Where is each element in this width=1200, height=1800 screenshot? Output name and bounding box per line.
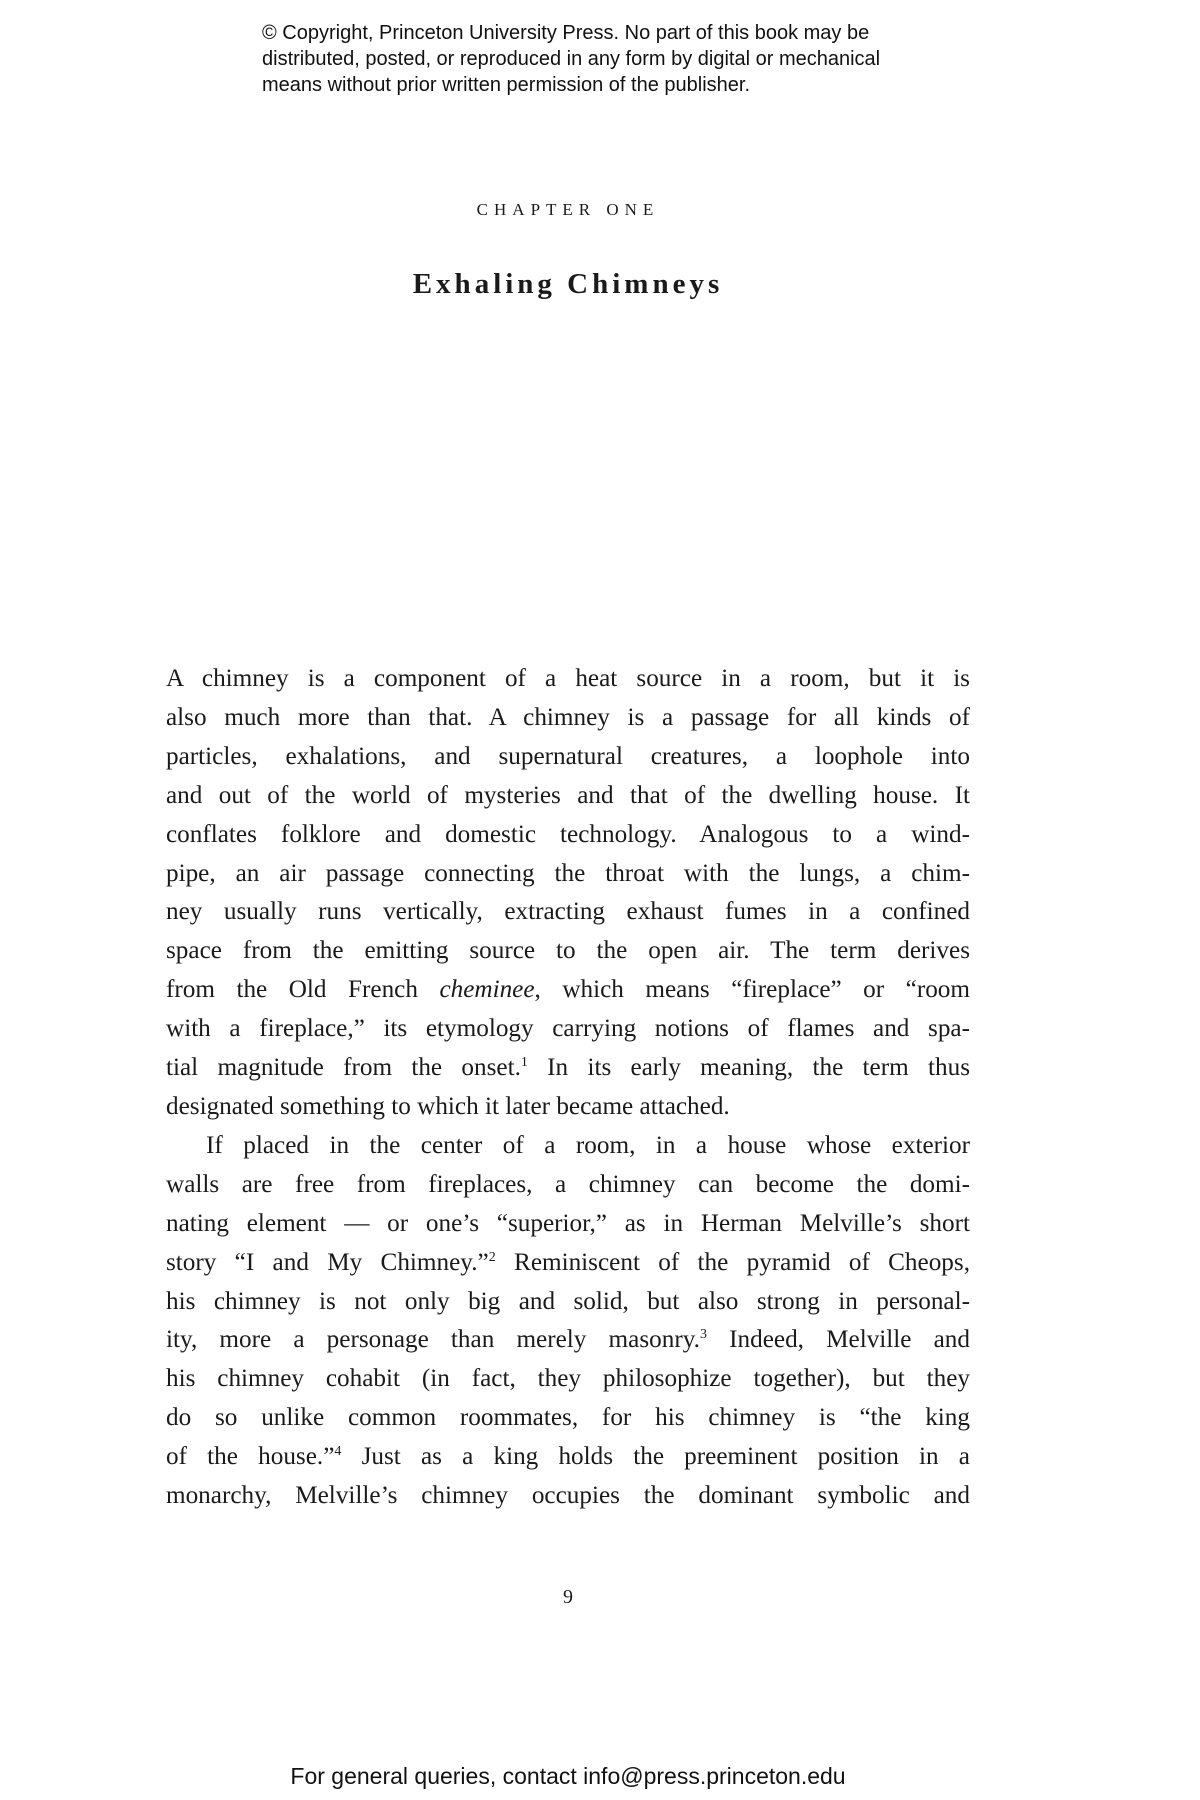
footer-contact: For general queries, contact info@press.princeton.edu [290, 1763, 846, 1789]
text-segment: ity, more a personage than merely masonry. [166, 1326, 700, 1354]
text-segment: Reminiscent of the pyramid of Cheops, [495, 1248, 970, 1276]
text-line: conflates folklore and domestic technology. Analogous to a wind- [166, 820, 970, 848]
text-line: ney usually runs vertically, extracting exhaust fumes in a confined [166, 898, 970, 926]
text-line: A chimney is a component of a heat source in a room, but it is [166, 665, 970, 692]
text-segment: story “I and My Chimney.” [166, 1248, 489, 1276]
text-line: do so unlike common roommates, for his chimney is “the king [166, 1404, 970, 1432]
text-line [166, 1438, 970, 1477]
text-line: monarchy, Melville’s chimney occupies the dominant symbolic and [166, 1482, 970, 1510]
footnote-marker: 1 [520, 1055, 528, 1071]
page-number: 9 [563, 1586, 573, 1608]
text-segment: , which means “fireplace” or “room [534, 976, 970, 1004]
text-segment: tial magnitude from the onset. [166, 1054, 521, 1082]
text-line: nating element — or one’s “superior,” as in Herman Melville’s short [166, 1209, 970, 1237]
text-segment: Indeed, Melville and [706, 1326, 970, 1354]
text-line [166, 971, 970, 1010]
chapter-label: CHAPTER ONE [476, 200, 660, 219]
copyright-line: means without prior written permission of the publisher. [262, 74, 751, 96]
copyright-notice [262, 20, 1022, 98]
text-segment: of the house.” [166, 1443, 335, 1471]
text-line: designated something to which it later became attached. [166, 1092, 730, 1120]
text-line: If placed in the center of a room, in a house whose exterior [206, 1131, 970, 1159]
text-line: his chimney is not only big and solid, but also strong in personal- [166, 1287, 970, 1315]
copyright-line: distributed, posted, or reproduced in any form by digital or mechanical [262, 48, 881, 70]
paragraph-1 [166, 660, 970, 1127]
footnote-marker: 2 [488, 1249, 496, 1265]
text-line: also much more than that. A chimney is a passage for all kinds of [166, 703, 970, 731]
chapter-title: Exhaling Chimneys [412, 268, 724, 300]
text-line: and out of the world of mysteries and that of the dwelling house. It [166, 781, 970, 809]
text-segment: Just as a king holds the preeminent position in a [341, 1443, 970, 1471]
text-line: walls are free from fireplaces, a chimney can become the domi- [166, 1170, 970, 1198]
footnote-marker: 3 [699, 1327, 707, 1343]
text-segment: In its early meaning, the term thus [527, 1054, 970, 1082]
body-text [166, 660, 970, 1516]
text-line [166, 1049, 970, 1088]
text-segment: from the Old French [166, 976, 440, 1004]
text-line [166, 1244, 970, 1283]
text-line: particles, exhalations, and supernatural creatures, a loophole into [166, 742, 970, 770]
text-line: with a fireplace,” its etymology carrying notions of flames and spa- [166, 1015, 970, 1043]
copyright-line: © Copyright, Princeton University Press. No part of this book may be [262, 22, 870, 44]
text-line: space from the emitting source to the open air. The term derives [166, 937, 970, 965]
paragraph-2 [166, 1127, 970, 1516]
text-line: his chimney cohabit (in fact, they philosophize together), but they [166, 1365, 970, 1393]
italic-term: cheminee [439, 976, 535, 1004]
text-line [166, 1321, 970, 1360]
footnote-marker: 4 [334, 1444, 342, 1460]
text-line: pipe, an air passage connecting the throat with the lungs, a chim- [166, 859, 970, 887]
